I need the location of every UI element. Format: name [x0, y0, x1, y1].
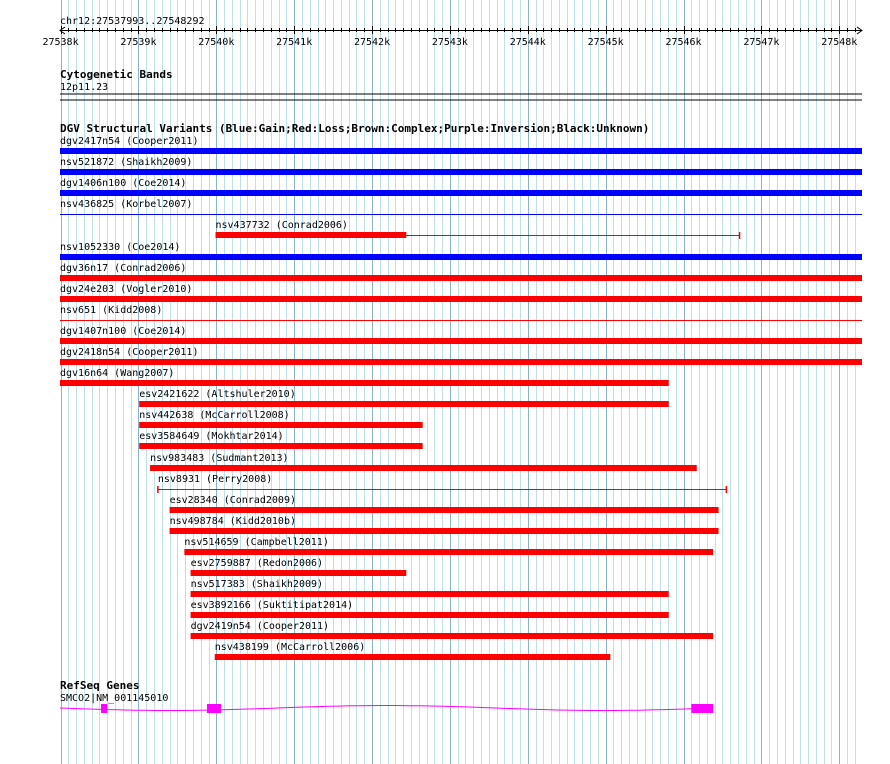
dgv-feature-label: nsv1052330 (Coe2014)	[60, 242, 181, 253]
ruler-tick-label: 27539k	[120, 37, 157, 48]
ruler-tick-label: 27544k	[509, 37, 546, 48]
dgv-feature[interactable]	[60, 347, 862, 365]
dgv-feature-label: dgv2419n54 (Cooper2011)	[190, 621, 330, 632]
ruler-track	[42, 16, 862, 48]
dgv-feature-bar[interactable]	[191, 591, 669, 597]
ruler-tick-label: 27546k	[665, 37, 702, 48]
ruler-tick-label: 27541k	[276, 37, 313, 48]
dgv-feature-bar[interactable]	[170, 507, 719, 513]
dgv-feature-bar[interactable]	[60, 359, 862, 365]
dgv-feature-bar[interactable]	[191, 570, 407, 576]
refseq-gene-label: SMCO2|NM_001145010	[60, 693, 169, 704]
dgv-feature[interactable]	[60, 136, 862, 154]
ruler-ticks	[42, 26, 862, 48]
dgv-feature[interactable]	[60, 242, 862, 260]
dgv-feature-label: dgv2418n54 (Cooper2011)	[60, 347, 199, 358]
dgv-feature-label: esv2421622 (Altshuler2010)	[139, 389, 296, 400]
dgv-feature-label: nsv983483 (Sudmant2013)	[150, 453, 289, 464]
dgv-feature-bar[interactable]	[139, 443, 422, 449]
dgv-feature[interactable]	[215, 642, 611, 660]
ruler-tick-label: 27547k	[743, 37, 780, 48]
dgv-feature-label: nsv517383 (Shaikh2009)	[190, 579, 324, 590]
dgv-feature-bar[interactable]	[170, 528, 719, 534]
ruler-tick-label: 27548k	[821, 37, 858, 48]
dgv-feature[interactable]	[170, 495, 719, 513]
dgv-feature-label: nsv8931 (Perry2008)	[157, 474, 273, 485]
dgv-feature[interactable]	[191, 600, 669, 618]
ruler-tick-label: 27543k	[431, 37, 468, 48]
dgv-feature-label: dgv1407n100 (Coe2014)	[60, 326, 187, 337]
dgv-features	[60, 136, 862, 660]
dgv-feature-bar[interactable]	[60, 296, 862, 302]
dgv-feature-bar[interactable]	[60, 148, 862, 154]
cytoband-track	[60, 68, 862, 100]
dgv-feature-label: esv3584649 (Mokhtar2014)	[139, 431, 284, 442]
dgv-feature[interactable]	[191, 579, 669, 597]
dgv-feature-label: nsv442638 (McCarroll2008)	[139, 410, 290, 421]
dgv-feature-label: dgv24e203 (Vogler2010)	[60, 284, 193, 295]
dgv-feature-label: nsv514659 (Campbell2011)	[184, 537, 329, 548]
dgv-feature-bar[interactable]	[191, 633, 714, 639]
dgv-feature[interactable]	[170, 516, 719, 534]
dgv-feature-label: nsv437732 (Conrad2006)	[215, 220, 348, 231]
dgv-feature-bar[interactable]	[60, 254, 862, 260]
dgv-feature-label: dgv36n17 (Conrad2006)	[60, 263, 187, 274]
dgv-feature[interactable]	[60, 263, 862, 281]
refseq-gene-exon[interactable]	[207, 704, 221, 713]
region-label: chr12:27537993..27548292	[60, 16, 205, 27]
dgv-feature-bar[interactable]	[139, 422, 422, 428]
refseq-track	[60, 679, 713, 713]
cytoband-title: Cytogenetic Bands	[60, 68, 173, 81]
refseq-gene-intron[interactable]	[60, 706, 713, 711]
dgv-track	[60, 122, 862, 660]
dgv-feature-label: esv3892166 (Suktitipat2014)	[190, 600, 354, 611]
dgv-feature-label: esv2759887 (Redon2006)	[190, 558, 324, 569]
dgv-feature-bar[interactable]	[139, 401, 669, 407]
dgv-feature-label: nsv521872 (Shaikh2009)	[60, 157, 193, 168]
dgv-feature-bar[interactable]	[60, 338, 862, 344]
dgv-feature-bar[interactable]	[60, 190, 862, 196]
dgv-title: DGV Structural Variants (Blue:Gain;Red:Loss;Brown:Complex;Purple:Inversion;Black:Unknown)	[60, 122, 650, 135]
dgv-feature[interactable]	[60, 199, 862, 215]
dgv-feature[interactable]	[60, 157, 862, 175]
refseq-title: RefSeq Genes	[60, 679, 140, 692]
dgv-feature[interactable]	[150, 453, 697, 471]
dgv-feature-label: nsv651 (Kidd2008)	[60, 305, 163, 316]
dgv-feature-label: esv28340 (Conrad2009)	[169, 495, 297, 506]
cytoband-band-label: 12p11.23	[60, 82, 109, 93]
dgv-feature-label: dgv1406n100 (Coe2014)	[60, 178, 187, 189]
dgv-feature-label: nsv436825 (Korbel2007)	[60, 199, 193, 210]
dgv-feature-bar[interactable]	[215, 654, 611, 660]
dgv-feature[interactable]	[191, 558, 407, 576]
dgv-feature-label: dgv16n64 (Wang2007)	[60, 368, 175, 379]
dgv-feature[interactable]	[184, 537, 713, 555]
dgv-feature-label: nsv438199 (McCarroll2006)	[214, 642, 366, 653]
dgv-feature[interactable]	[60, 326, 862, 344]
dgv-feature-label: dgv2417n54 (Cooper2011)	[60, 136, 199, 147]
dgv-feature[interactable]	[60, 305, 862, 321]
ruler-tick-label: 27538k	[42, 37, 79, 48]
dgv-feature-bar[interactable]	[60, 169, 862, 175]
ruler-tick-label: 27540k	[198, 37, 235, 48]
dgv-feature-bar[interactable]	[150, 465, 697, 471]
dgv-feature-bar[interactable]	[216, 232, 407, 238]
dgv-feature-label: nsv498784 (Kidd2010b)	[169, 516, 297, 527]
dgv-feature-bar[interactable]	[60, 380, 669, 386]
dgv-feature-bar[interactable]	[191, 612, 669, 618]
ruler-tick-label: 27542k	[353, 37, 391, 48]
refseq-gene-exon[interactable]	[691, 704, 713, 713]
dgv-feature[interactable]	[191, 621, 714, 639]
dgv-feature[interactable]	[60, 178, 862, 196]
dgv-feature-bar[interactable]	[184, 549, 713, 555]
dgv-feature-bar[interactable]	[60, 275, 862, 281]
refseq-gene-glyph	[60, 704, 713, 713]
dgv-feature[interactable]	[60, 284, 862, 302]
ruler-tick-label: 27545k	[587, 37, 624, 48]
refseq-gene-exon[interactable]	[101, 704, 107, 713]
